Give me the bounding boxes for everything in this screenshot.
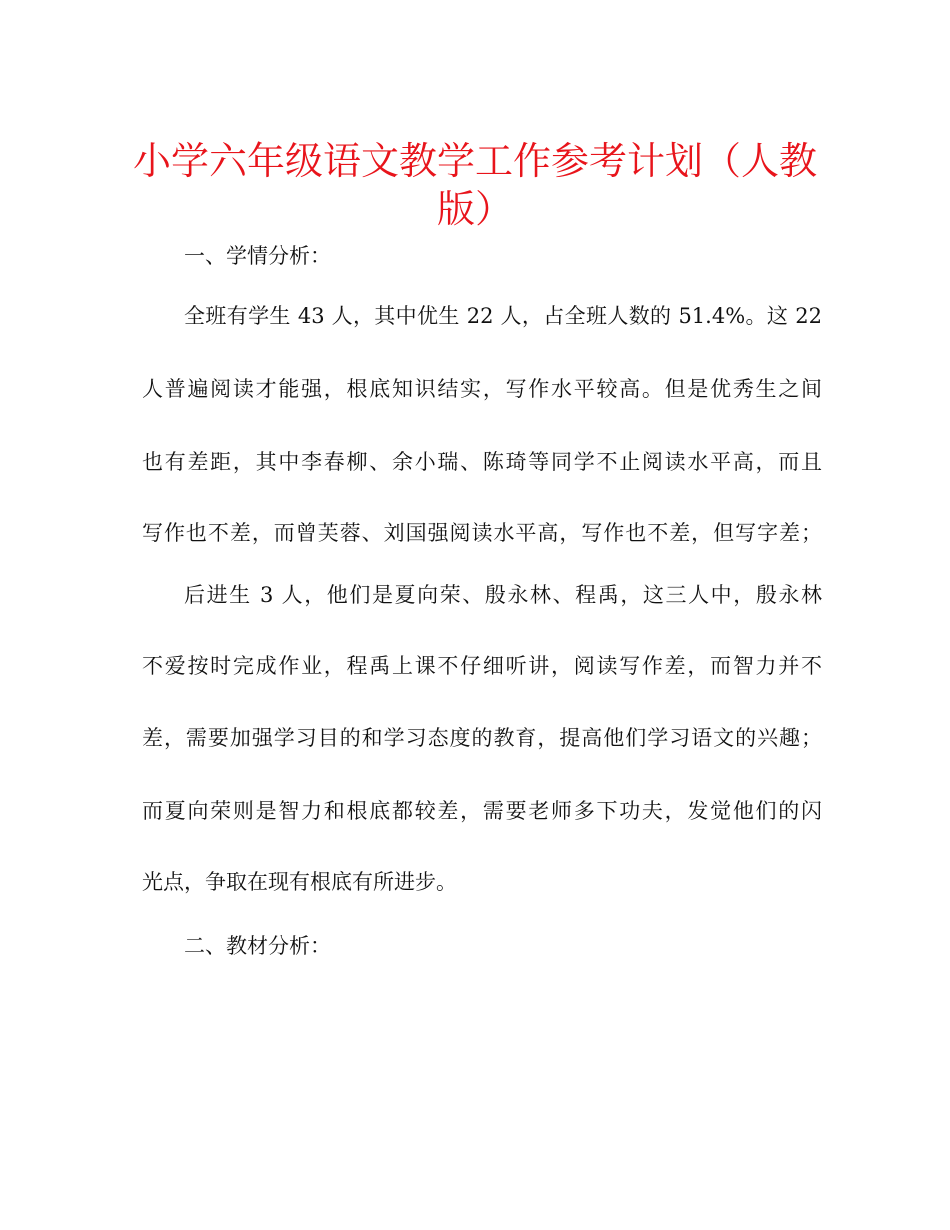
paragraph-line: 人普遍阅读才能强，根底知识结实，写作水平较高。但是优秀生之间: [142, 377, 822, 401]
paragraph-line: 而夏向荣则是智力和根底都较差，需要老师多下功夫，发觉他们的闪: [142, 799, 822, 823]
section-heading-1: 一、学情分析：: [184, 244, 331, 268]
document-title-line-1: 小学六年级语文教学工作参考计划（人教: [132, 139, 817, 183]
paragraph-line: 差，需要加强学习目的和学习态度的教育，提高他们学习语文的兴趣；: [142, 726, 822, 750]
paragraph-line: 也有差距，其中李春柳、余小瑞、陈琦等同学不止阅读水平高，而且: [142, 450, 822, 474]
document-title-line-2: 版）: [436, 187, 513, 231]
paragraph-line: 不爱按时完成作业，程禹上课不仔细听讲，阅读写作差，而智力并不: [142, 654, 822, 678]
paragraph-line: 全班有学生 43 人，其中优生 22 人，占全班人数的 51.4%。这 22: [184, 304, 822, 328]
paragraph-line: 光点，争取在现有根底有所进步。: [142, 870, 457, 894]
paragraph-line: 后进生 3 人，他们是夏向荣、殷永林、程禹，这三人中，殷永林: [184, 583, 822, 607]
paragraph-line: 写作也不差，而曾芙蓉、刘国强阅读水平高，写作也不差，但写字差；: [142, 521, 822, 545]
section-heading-2: 二、教材分析：: [184, 934, 331, 958]
